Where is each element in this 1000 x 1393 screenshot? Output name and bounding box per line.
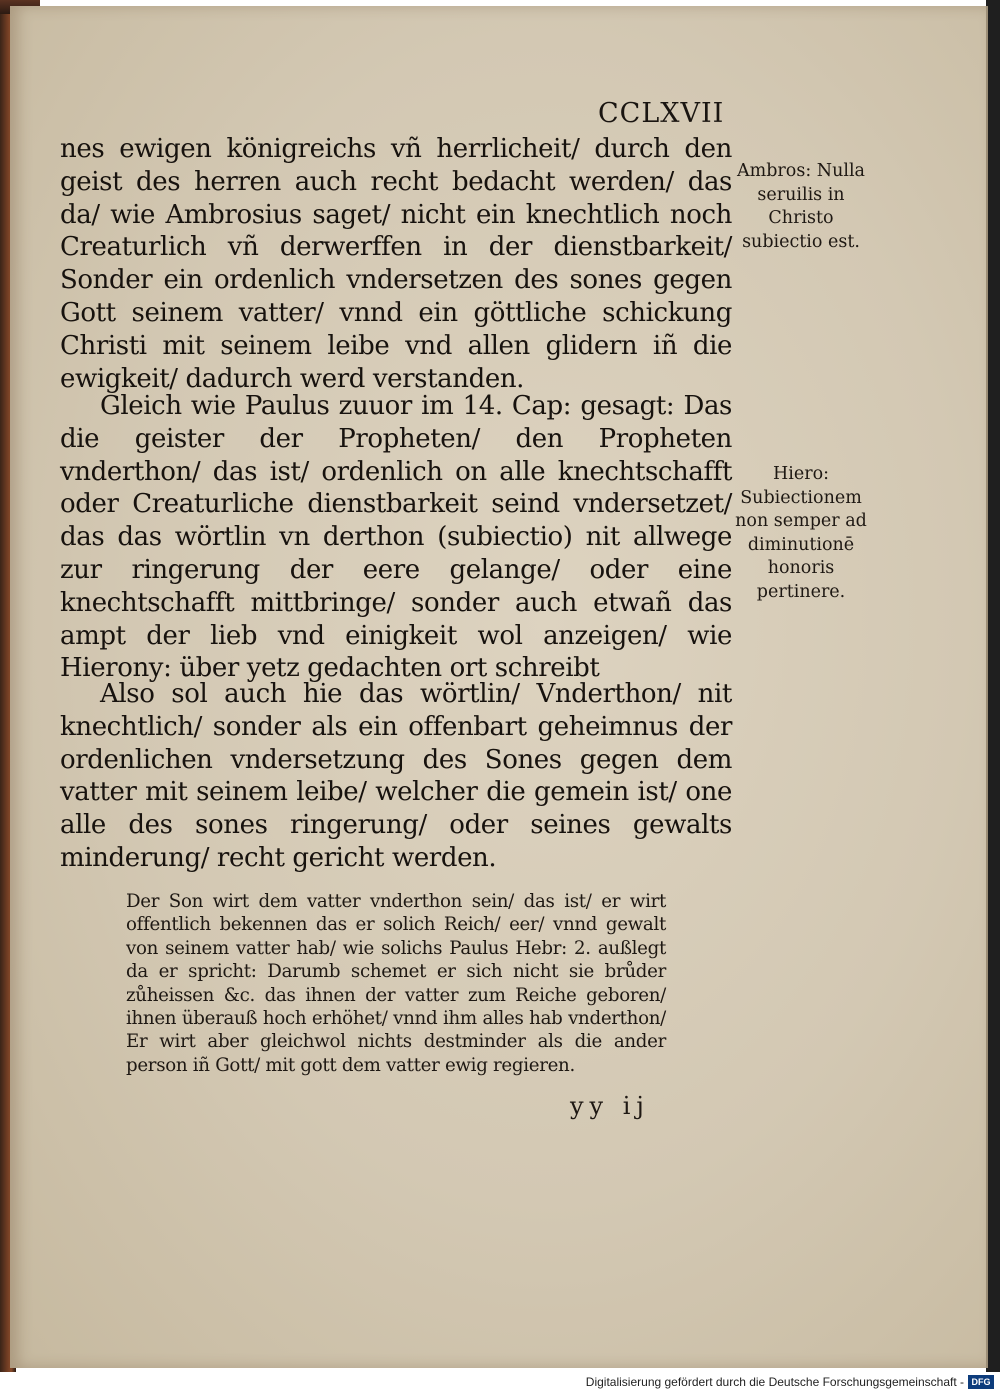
margin-note-hieronymus: Hiero: Subiectionem non semper ad diminutionē honoris pertinere. bbox=[735, 464, 867, 602]
paragraph-text: Gleich wie Paulus zuuor im 14. Cap: gesagt: Das die geister der Propheten/ den Propheten vnderthon/ das ist/ ordenlich on alle knechtschafft oder Creaturliche dienstbarkeit seind vndersetzet/ das das wörtlin vn derthon (subiectio) nit allwege zur ringerung der eere gelange/ oder eine knechtschafft mittbringe/ sonder auch etwañ das ampt der lieb vnd einigkeit wol anzeigen/ wie Hierony: über yetz gedachten ort schreibt bbox=[60, 391, 732, 684]
paragraph-text: Also sol auch hie das wörtlin/ Vnderthon/ nit knechtlich/ sonder als ein offenbart geheimnus der ordenlichen vndersetzung des Sones gegen dem vatter mit seinem leibe/ welcher die gemein ist/ one alle des sones ringerung/ oder seines gewalts minderung/ recht gericht werden. bbox=[60, 679, 732, 873]
gloss-note: Der Son wirt dem vatter vnderthon sein/ das ist/ er wirt offentlich bekennen das er solich Reich/ eer/ vnnd gewalt von seinem vatter hab/ wie solichs Paulus Hebr: 2. außlegt da er spricht: Darumb schemet er sich nicht sie brůder zůheissen &c. das ihnen der vatter zum Reiche geboren/ ihnen überauß hoch erhöhet/ vnnd ihm alles hab vnderthon/ Er wirt aber gleichwol nichts destminder als die ander person iñ Gott/ mit gott dem vatter ewig regieren. bbox=[126, 891, 666, 1076]
folio-number: CCLXVII bbox=[598, 98, 725, 129]
footer-bar bbox=[0, 1372, 1000, 1393]
dfg-logo: DFG bbox=[968, 1375, 994, 1389]
body-paragraph-3 bbox=[60, 678, 732, 875]
margin-note-ambrose: Ambros: Nulla seruilis in Christo subiectio est. bbox=[737, 161, 865, 252]
scanned-page bbox=[10, 6, 988, 1368]
body-paragraph-1 bbox=[60, 133, 732, 395]
scan-background bbox=[986, 0, 1000, 1372]
funding-credit: Digitalisierung gefördert durch die Deutsche Forschungsgemeinschaft - bbox=[585, 1375, 964, 1389]
signature-mark: yy ij bbox=[570, 1092, 650, 1120]
paragraph-text: nes ewigen königreichs vñ herrlicheit/ durch den geist des herren auch recht bedacht werden/ das da/ wie Ambrosius saget/ nicht ein knechtlich noch Creaturlich vñ derwerffen in der dienstbarkeit/ Sonder ein ordenlich vndersetzen des sones gegen Gott seinem vatter/ vnnd ein göttliche schickung Christi mit seinem leibe vnd allen glidern iñ die ewigkeit/ dadurch werd verstanden. bbox=[60, 134, 732, 394]
body-paragraph-2 bbox=[60, 390, 732, 685]
